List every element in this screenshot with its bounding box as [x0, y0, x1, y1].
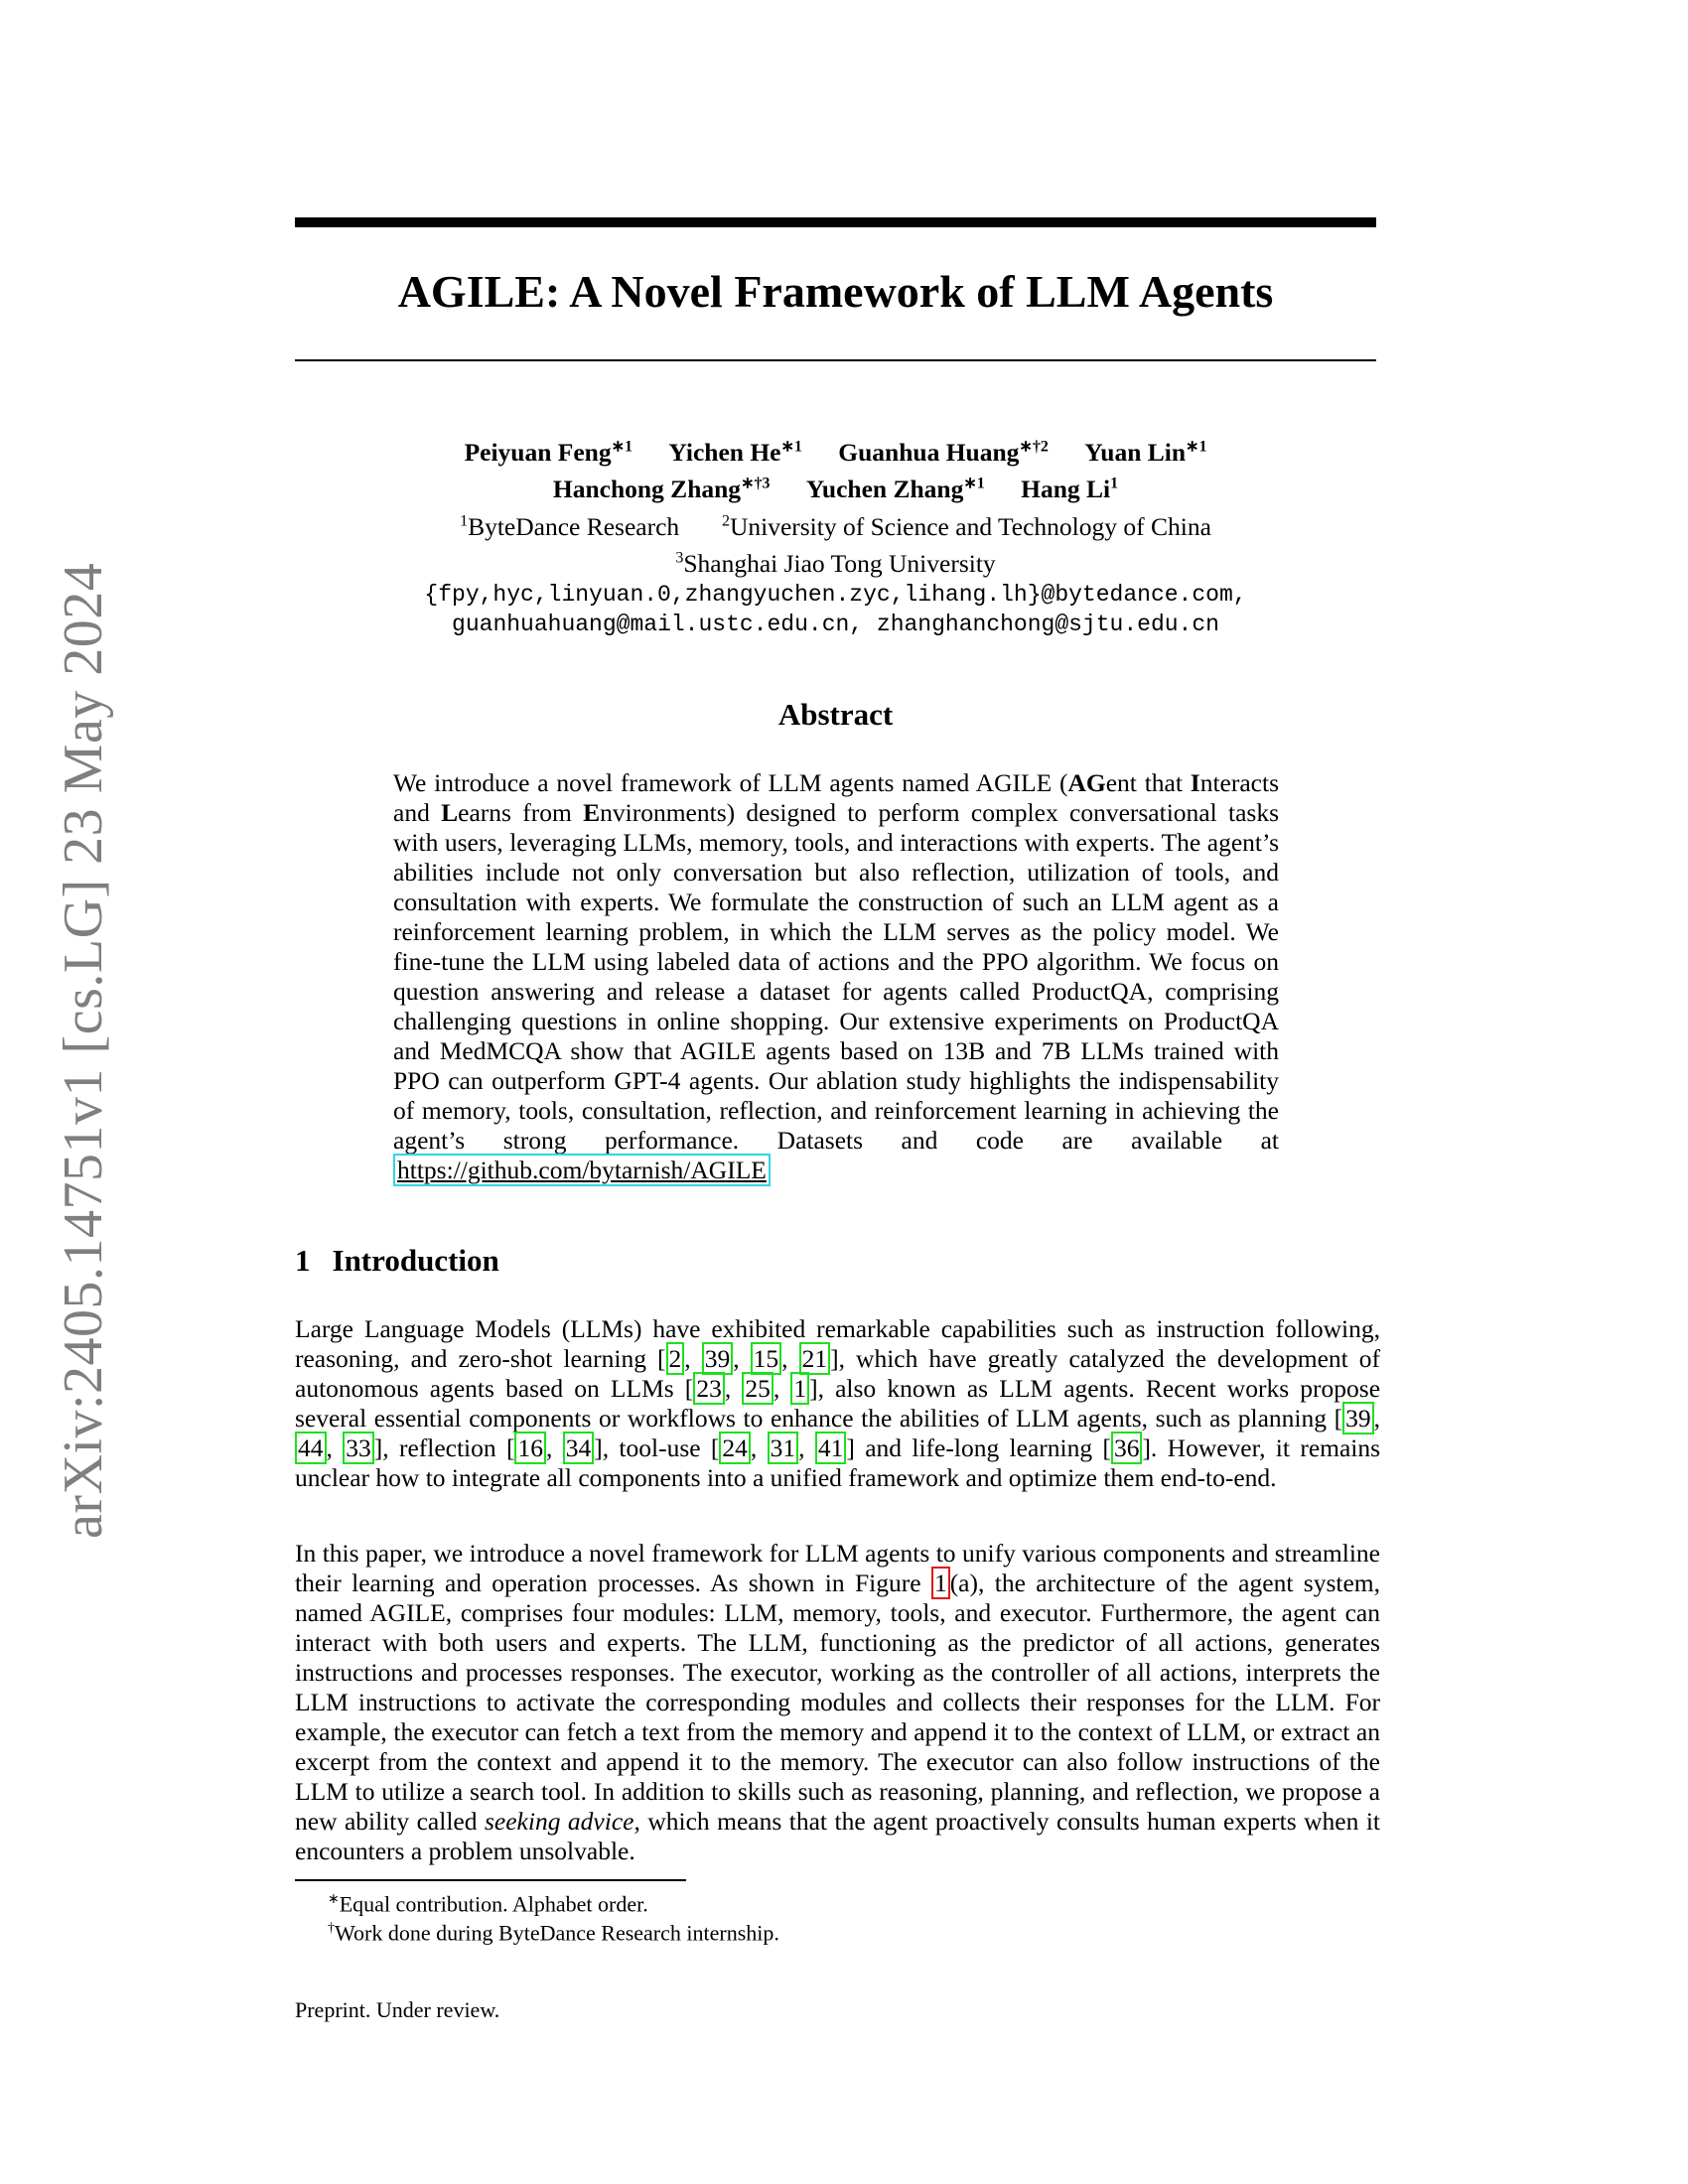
preprint-footer: Preprint. Under review.	[295, 1997, 500, 2022]
citation-link[interactable]: 1	[790, 1372, 809, 1405]
affiliation: $^1$ByteDance Research	[460, 511, 680, 541]
author: Peiyuan Feng$^{∗1}$	[464, 437, 633, 467]
github-link[interactable]: https://github.com/bytarnish/AGILE	[393, 1154, 771, 1186]
abstract-heading: Abstract	[777, 697, 894, 732]
affiliation: $^2$University of Science and Technology of China	[721, 511, 1211, 541]
citation-link[interactable]: 16	[514, 1432, 546, 1464]
section-heading-introduction: 1 Introduction	[295, 1243, 499, 1278]
author: Yuan Lin$^{∗1}$	[1084, 437, 1207, 467]
paper-title: AGILE: A Novel Framework of LLM Agents	[397, 266, 1274, 317]
figure-reference-link[interactable]: 1	[931, 1567, 950, 1599]
citation-link[interactable]: 15	[751, 1342, 782, 1375]
citation-link[interactable]: 23	[693, 1372, 725, 1405]
author: Guanhua Huang$^{∗\dagger 2}$	[838, 437, 1049, 467]
affiliation-line-2	[295, 543, 1376, 581]
arxiv-stamp: arXiv:2405.14751v1 [cs.LG] 23 May 2024	[53, 562, 114, 1539]
author: Yichen $He^{∗1}$	[668, 437, 802, 467]
email-line: {fpy,hyc,linyuan.0,zhangyuchen.zyc,lihang.lh}@bytedance.com,	[424, 582, 1247, 608]
citation-link[interactable]: 25	[742, 1372, 774, 1405]
title-bottom-rule	[295, 359, 1376, 361]
author: Hanchong Zhang$^{∗\dagger 3}$	[552, 475, 771, 503]
citation-link[interactable]: 24	[719, 1432, 751, 1464]
author: Yuchen Zhang$^{∗1}$	[805, 475, 985, 503]
footnote: †Work done during ByteDance Research internship.	[328, 1920, 779, 1946]
citation-link[interactable]: 39	[1342, 1402, 1374, 1434]
citation-link[interactable]: 41	[815, 1432, 847, 1464]
citation-link[interactable]: 33	[343, 1432, 374, 1464]
citation-link[interactable]: 21	[799, 1342, 831, 1375]
email-line: guanhuahuang@mail.ustc.edu.cn, zhanghanchong@sjtu.edu.cn	[452, 612, 1219, 637]
citation-link[interactable]: 39	[702, 1342, 734, 1375]
abstract-body: We introduce a novel framework of LLM agents named AGILE (AGent that Interacts and Learns from Environments) designed to perform complex conversational tasks with users, leveraging LLMs, memory, tools, and interactions with experts. The agent’s abilities include not only conversation but also reflection, utilization of tools, and consultation with experts. We formulate the construction of such an LLM agent as a reinforcement learning problem, in which the LLM serves as the policy model. We fine-tune the LLM using labeled data of actions and the PPO algorithm. We focus on question answering and release a dataset for agents called ProductQA, comprising challenging questions in online shopping. Our extensive experiments on ProductQA and MedMCQA show that AGILE agents based on 13B and 7B LLMs trained with PPO can outperform GPT-4 agents. Our ablation study highlights the indispensability of memory, tools, consultation, reflection, and reinforcement learning in achieving the agent’s strong performance. Datasets and code are available at https://github.com/bytarnish/AGILE	[393, 768, 1280, 1184]
affiliation: $^3$Shanghai Jiao Tong University	[675, 549, 996, 578]
affiliation-line-1	[295, 505, 1376, 543]
citation-link[interactable]: 34	[563, 1432, 595, 1464]
author-block	[295, 431, 1376, 639]
citation-link[interactable]: 31	[768, 1432, 799, 1464]
citation-link[interactable]: 2	[666, 1342, 685, 1375]
footnote: ∗Equal contribution. Alphabet order.	[328, 1891, 648, 1917]
intro-paragraph-1: Large Language Models (LLMs) have exhibited remarkable capabilities such as instruction following, reasoning, and zero-shot learning [ 2 , 39 , 15 , 21 ], which have greatly catalyzed the development of autonomous agents based on LLMs [ 23 , 25 , 1 ], also known as LLM agents. Recent works propose several essential components or workflows to enhance the abilities of LLM agents, such as planning [ 39 , 44 , 33 ], reflection [ 16 , 34 ], tool-use [ 24 , 31 , 41 ] and life-long learning [ 36 ]. However, it remains unclear how to integrate all components into a unified framework and optimize them end-to-end.	[295, 1314, 1381, 1492]
author-line-2	[295, 469, 1376, 506]
author-line-1	[295, 431, 1376, 469]
footnote-rule	[295, 1879, 686, 1881]
title-top-rule	[295, 217, 1376, 227]
intro-paragraph-2: In this paper, we introduce a novel framework for LLM agents to unify various components and streamline their learning and operation processes. As shown in Figure 1 (a), the architecture of the agent system, named AGILE, comprises four modules: LLM, memory, tools, and executor. Furthermore, the agent can interact with both users and experts. The LLM, functioning as the predictor of all actions, generates instructions and processes responses. The executor, working as the controller of all actions, interprets the LLM instructions to activate the corresponding modules and collects their responses for the LLM. For example, the executor can fetch a text from the memory and append it to the context of LLM, or extract an excerpt from the context and append it to the memory. The executor can also follow instructions of the LLM to utilize a search tool. In addition to skills such as reasoning, planning, and reflection, we propose a new ability called seeking advice, which means that the agent proactively consults human experts when it encounters a problem unsolvable.	[295, 1539, 1381, 1865]
author: Hang Li$^1$	[1021, 475, 1119, 503]
citation-link[interactable]: 44	[295, 1432, 327, 1464]
citation-link[interactable]: 36	[1111, 1432, 1143, 1464]
